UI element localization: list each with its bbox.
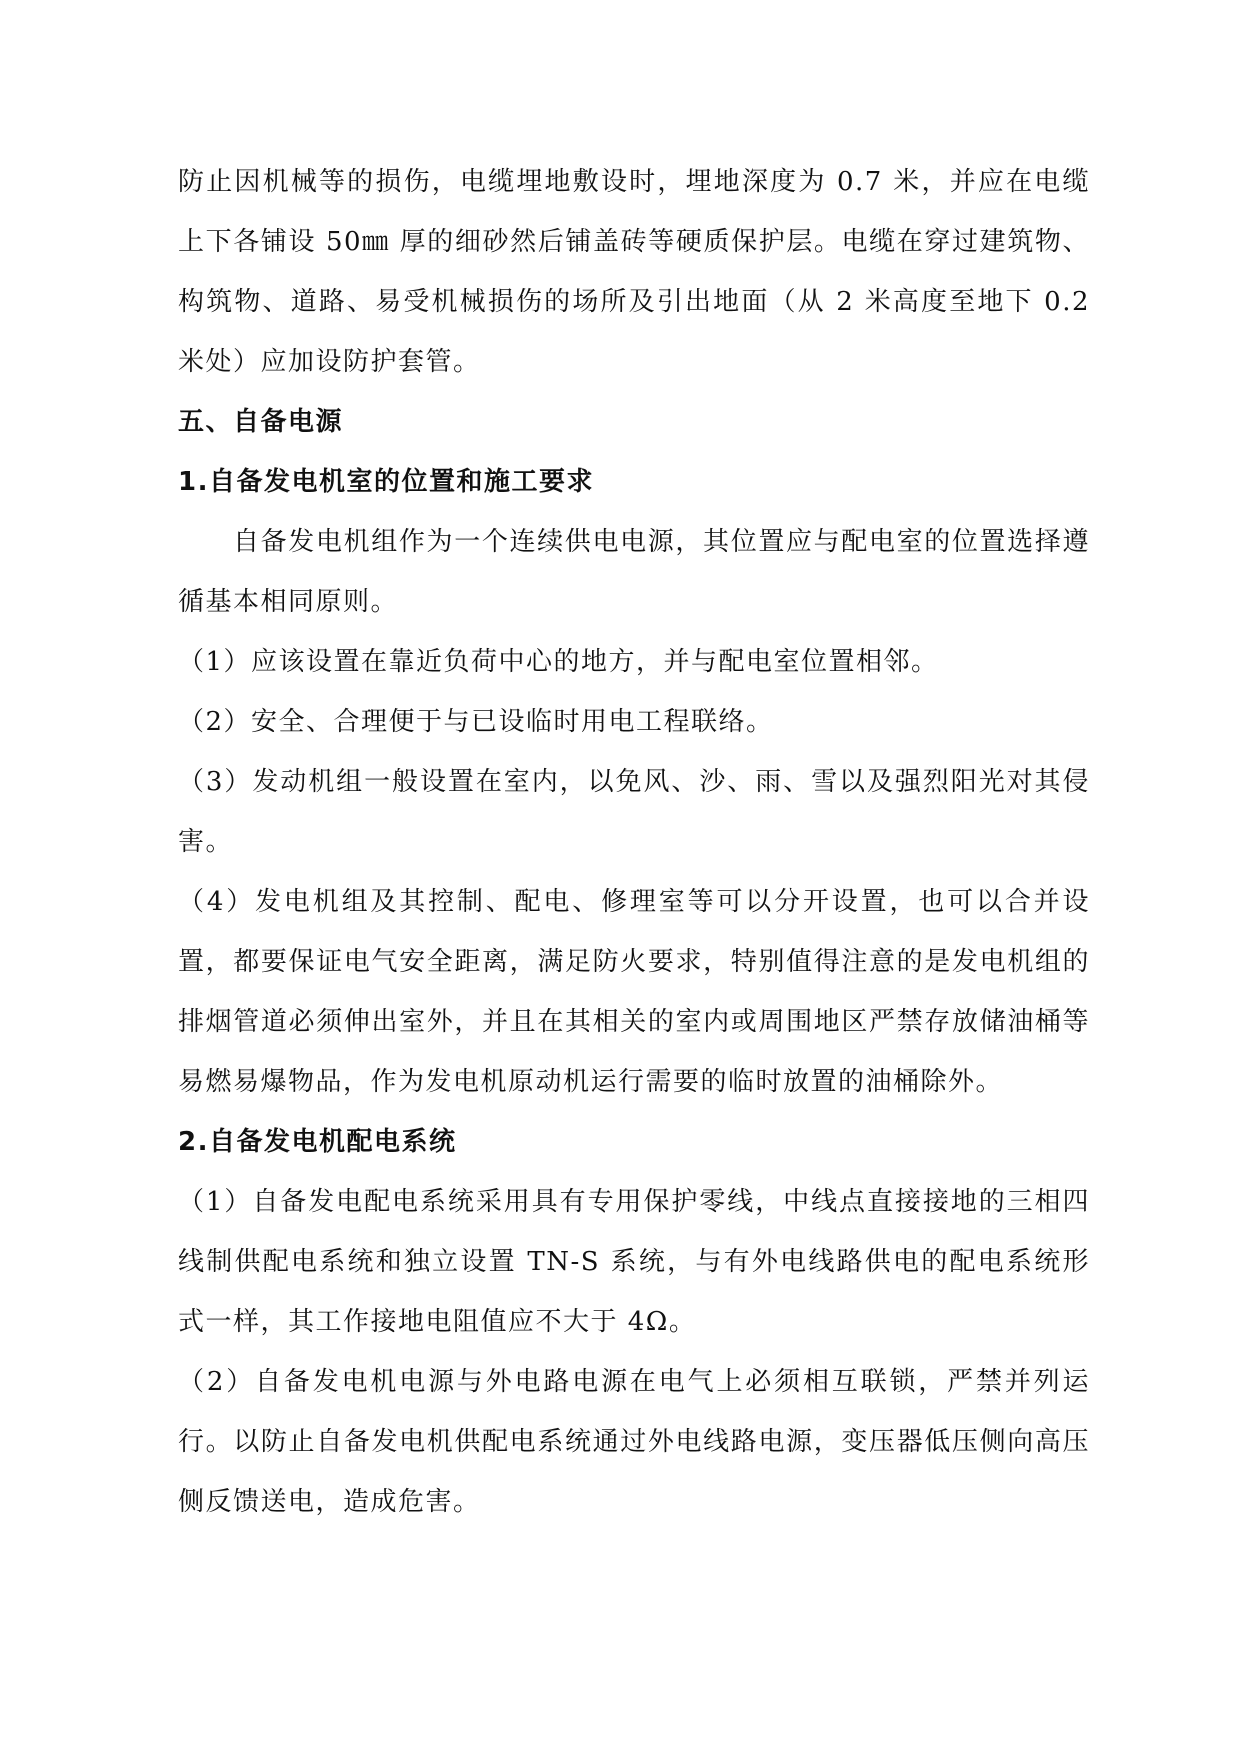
section-title-backup-power: 五、自备电源 <box>178 407 344 437</box>
list-item-2-2: （2）自备发电机电源与外电路电源在电气上必须相互联锁，严禁并列运行。以防止自备发电机供配电系统通过外电线路电源，变压器低压侧向高压侧反馈送电，造成危害。 <box>178 1367 1090 1517</box>
list-item-1-3: （3）发动机组一般设置在室内，以免风、沙、雨、雪以及强烈阳光对其侵害。 <box>178 767 1090 857</box>
list-item-2-1: （1）自备发电配电系统采用具有专用保护零线，中线点直接接地的三相四线制供配电系统和独立设置 TN-S 系统，与有外电线路供电的配电系统形式一样，其工作接地电阻值应不大于 4Ω。 <box>178 1187 1090 1337</box>
list-item-1-4: （4）发电机组及其控制、配电、修理室等可以分开设置，也可以合并设置，都要保证电气安全距离，满足防火要求，特别值得注意的是发电机组的排烟管道必须伸出室外，并且在其相关的室内或周围地区严禁存放储油桶等易燃易爆物品，作为发电机原动机运行需要的临时放置的油桶除外。 <box>178 887 1090 1097</box>
list-item-1-1: （1）应该设置在靠近负荷中心的地方，并与配电室位置相邻。 <box>178 647 939 677</box>
subsection-title-distribution-system: 2.自备发电机配电系统 <box>178 1127 457 1157</box>
paragraph-cable-protection: 防止因机械等的损伤，电缆埋地敷设时，埋地深度为 0.7 米，并应在电缆上下各铺设 50㎜ 厚的细砂然后铺盖砖等硬质保护层。电缆在穿过建筑物、构筑物、道路、易受机械损伤的场所及引出地面（从 2 米高度至地下 0.2 米处）应加设防护套管。 <box>178 167 1090 377</box>
paragraph-generator-location: 自备发电机组作为一个连续供电电源，其位置应与配电室的位置选择遵循基本相同原则。 <box>178 527 1090 617</box>
subsection-title-generator-room: 1.自备发电机室的位置和施工要求 <box>178 467 594 497</box>
list-item-1-2: （2）安全、合理便于与已设临时用电工程联络。 <box>178 707 774 737</box>
document-page <box>178 152 1090 1532</box>
